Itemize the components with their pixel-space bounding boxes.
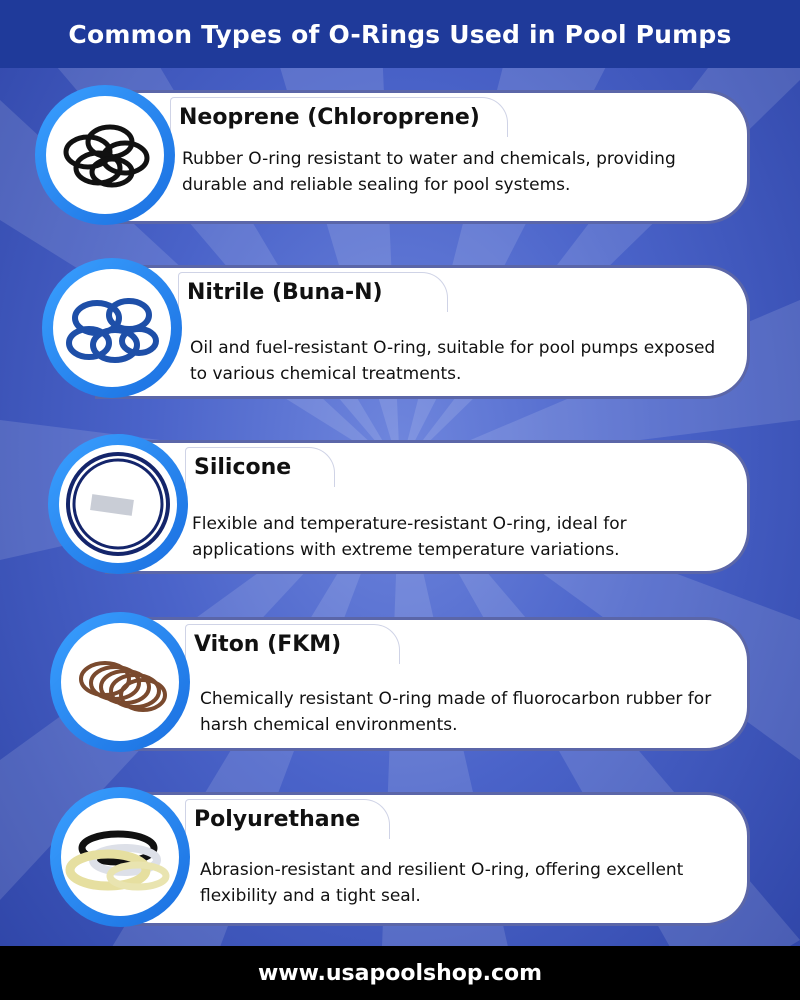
o-ring-description: Oil and fuel-resistant O-ring, suitable for pool pumps exposed to various chemical treatments. [190, 338, 716, 384]
o-ring-image-frame [48, 434, 188, 574]
o-ring-title-tab [178, 272, 448, 312]
o-ring-title: Neoprene (Chloroprene) [179, 105, 480, 130]
blue-o-rings-icon [57, 273, 167, 383]
o-ring-image-frame [50, 612, 190, 752]
o-ring-description: Flexible and temperature-resistant O-ring, ideal for applications with extreme temperature variations. [192, 514, 627, 560]
page-title: Common Types of O-Rings Used in Pool Pumps [68, 19, 732, 49]
o-ring-title: Viton (FKM) [194, 632, 342, 657]
navy-o-ring-icon [61, 447, 175, 561]
o-ring-image-frame [50, 787, 190, 927]
polyurethane-seals-icon [63, 800, 177, 914]
o-ring-title: Nitrile (Buna-N) [187, 280, 383, 305]
o-ring-description: Rubber O-ring resistant to water and chemicals, providing durable and reliable sealing for pool systems. [182, 149, 676, 195]
website-url[interactable]: www.usapoolshop.com [257, 960, 543, 986]
o-ring-description: Chemically resistant O-ring made of fluorocarbon rubber for harsh chemical environments. [200, 689, 712, 735]
o-ring-title-tab [185, 799, 390, 839]
o-ring-image-frame [35, 85, 175, 225]
o-ring-title: Silicone [194, 455, 292, 480]
header-banner [0, 0, 800, 68]
brown-o-rings-icon [65, 627, 175, 737]
o-ring-title-tab [185, 624, 400, 664]
o-ring-image-frame [42, 258, 182, 398]
o-ring-title-tab [170, 97, 508, 137]
footer-banner [0, 946, 800, 1000]
o-ring-description: Abrasion-resistant and resilient O-ring, offering excellent flexibility and a tight seal. [200, 860, 684, 906]
o-ring-title: Polyurethane [194, 807, 361, 832]
o-ring-title-tab [185, 447, 335, 487]
black-o-rings-icon [50, 100, 160, 210]
